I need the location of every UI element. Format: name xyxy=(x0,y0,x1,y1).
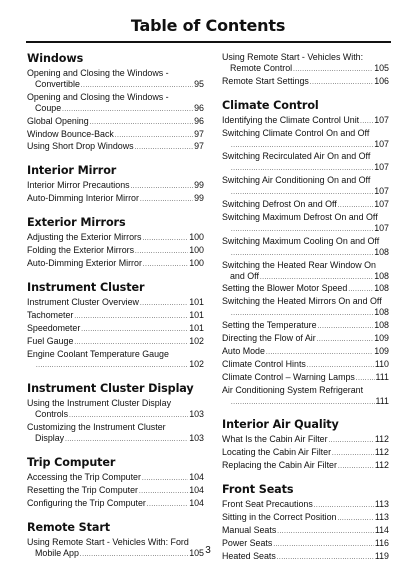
dot-leader xyxy=(131,182,194,193)
toc-entry[interactable] xyxy=(222,512,389,525)
toc-entry[interactable] xyxy=(222,296,389,320)
entry-page-number: 99 xyxy=(194,193,204,204)
toc-entry[interactable] xyxy=(222,333,389,346)
dot-leader xyxy=(317,335,373,346)
toc-entry[interactable] xyxy=(222,175,389,199)
entry-page-number: 112 xyxy=(374,460,389,471)
dot-leader xyxy=(293,65,373,76)
entry-title: Identifying the Climate Control Unit xyxy=(222,114,360,125)
dot-leader xyxy=(81,325,188,336)
dot-leader xyxy=(143,260,188,271)
dot-leader xyxy=(360,117,373,128)
entry-page-number: 107 xyxy=(374,162,389,173)
toc-entry[interactable] xyxy=(222,359,389,372)
dot-leader xyxy=(140,299,188,310)
entry-title: Interior Mirror Precautions xyxy=(27,180,130,191)
entry-page-number: 112 xyxy=(374,447,389,458)
entry-page-number: 114 xyxy=(374,525,389,535)
toc-entry[interactable] xyxy=(27,180,204,193)
entry-page-number: 102 xyxy=(189,335,204,346)
dot-leader xyxy=(307,361,374,372)
toc-entry[interactable] xyxy=(222,283,389,296)
toc-entry[interactable] xyxy=(27,68,204,92)
entry-title: Using the Instrument Cluster Display xyxy=(27,398,172,409)
entry-page-number: 107 xyxy=(374,114,389,125)
entry-page-number: 101 xyxy=(189,296,204,307)
entry-title: Resetting the Trip Computer xyxy=(27,484,138,495)
section-heading: Remote Start xyxy=(27,520,110,534)
toc-entry[interactable] xyxy=(27,193,204,206)
title-rule xyxy=(26,41,391,43)
entry-title: Folding the Exterior Mirrors xyxy=(27,245,135,256)
section-heading: Climate Control xyxy=(222,98,319,112)
toc-section-windows xyxy=(27,52,204,154)
dot-leader xyxy=(147,500,188,511)
dot-leader xyxy=(140,195,193,206)
entry-title: Instrument Cluster Overview xyxy=(27,296,139,307)
entry-title-continued: and Off xyxy=(230,270,259,281)
entry-title: Accessing the Trip Computer xyxy=(27,471,141,482)
entry-title: Replacing the Cabin Air Filter xyxy=(222,460,337,471)
dot-leader xyxy=(90,118,193,129)
dot-leader xyxy=(36,361,188,372)
toc-entry[interactable] xyxy=(222,199,389,212)
toc-entry[interactable] xyxy=(27,336,204,349)
entry-title: Switching the Heated Mirrors On and Off xyxy=(222,296,382,307)
entry-page-number: 102 xyxy=(189,359,204,370)
toc-entry[interactable] xyxy=(222,128,389,152)
dot-leader xyxy=(115,131,193,142)
dot-leader xyxy=(338,201,373,212)
entry-title: Remote Start Settings xyxy=(222,75,309,86)
entry-page-number: 119 xyxy=(374,550,389,561)
entry-title: Auto Mode xyxy=(222,345,265,356)
entry-title-continued: Coupe xyxy=(35,102,62,113)
entry-page-number: 101 xyxy=(189,309,204,320)
section-heading: Interior Air Quality xyxy=(222,418,339,432)
entry-title: What Is the Cabin Air Filter xyxy=(222,434,328,445)
entry-title: Locating the Cabin Air Filter xyxy=(222,447,332,458)
entry-page-number: 108 xyxy=(374,283,389,294)
entry-title: Front Seat Precautions xyxy=(222,499,313,510)
dot-leader xyxy=(277,527,374,538)
dot-leader xyxy=(231,249,373,260)
toc-entry[interactable] xyxy=(222,115,389,128)
dot-leader xyxy=(329,436,374,447)
toc-entry[interactable] xyxy=(27,398,204,422)
dot-leader xyxy=(266,348,373,359)
entry-title: Opening and Closing the Windows - xyxy=(27,91,169,102)
dot-leader xyxy=(139,487,188,498)
toc-entry[interactable] xyxy=(222,434,389,447)
toc-section-exterior-mirrors xyxy=(27,216,204,271)
entry-title: Engine Coolant Temperature Gauge xyxy=(27,348,169,359)
entry-page-number: 101 xyxy=(189,322,204,333)
entry-title: Window Bounce-Back xyxy=(27,128,114,139)
toc-entry[interactable] xyxy=(27,232,204,245)
dot-leader xyxy=(231,164,373,175)
dot-leader xyxy=(356,374,375,385)
toc-entry[interactable] xyxy=(27,129,204,142)
toc-entry[interactable] xyxy=(27,323,204,336)
toc-section-continued xyxy=(222,52,389,89)
entry-page-number: 99 xyxy=(194,180,204,191)
entry-title: Climate Control Hints xyxy=(222,358,306,369)
entry-title: Switching Defrost On and Off xyxy=(222,199,337,210)
entry-page-number: 97 xyxy=(194,128,204,139)
entry-title: Power Seats xyxy=(222,537,273,548)
entry-page-number: 112 xyxy=(374,434,389,445)
entry-title: Setting the Temperature xyxy=(222,320,317,331)
dot-leader xyxy=(65,435,188,446)
entry-page-number: 103 xyxy=(189,433,204,444)
dot-leader xyxy=(318,322,374,333)
toc-section-interior-air-quality xyxy=(222,418,389,473)
toc-entry[interactable] xyxy=(27,258,204,271)
entry-page-number: 105 xyxy=(374,62,389,73)
toc-entry[interactable] xyxy=(27,245,204,258)
toc-section-trip-computer xyxy=(27,456,204,511)
entry-page-number: 113 xyxy=(374,499,389,510)
entry-page-number: 104 xyxy=(189,484,204,495)
toc-left-column xyxy=(27,52,204,570)
entry-page-number: 104 xyxy=(189,471,204,482)
entry-page-number: 110 xyxy=(374,358,389,369)
entry-title: Opening and Closing the Windows - xyxy=(27,68,169,78)
toc-entry[interactable] xyxy=(27,141,204,154)
entry-title: Switching Climate Control On and Off xyxy=(222,127,370,138)
entry-page-number: 109 xyxy=(374,345,389,356)
entry-title: Global Opening xyxy=(27,115,89,126)
toc-entry[interactable] xyxy=(222,460,389,473)
toc-section-climate-control xyxy=(222,99,389,409)
entry-title: Using Short Drop Windows xyxy=(27,141,134,152)
dot-leader xyxy=(142,474,188,485)
dot-leader xyxy=(62,105,193,116)
entry-title: Switching the Heated Rear Window On xyxy=(222,259,376,270)
entry-title: Configuring the Trip Computer xyxy=(27,497,146,508)
entry-page-number: 111 xyxy=(375,395,389,406)
toc-entry[interactable] xyxy=(222,372,389,385)
entry-title: Fuel Gauge xyxy=(27,335,74,346)
entry-title-continued: Controls xyxy=(35,409,69,420)
toc-entry[interactable] xyxy=(222,52,389,76)
entry-title: Auto-Dimming Interior Mirror xyxy=(27,193,139,204)
entry-page-number: 97 xyxy=(194,141,204,152)
toc-entry[interactable] xyxy=(27,472,204,485)
entry-page-number: 108 xyxy=(374,320,389,331)
entry-title: Switching Air Conditioning On and Off xyxy=(222,175,371,186)
page-number: 3 xyxy=(205,545,211,556)
entry-title: Climate Control – Warning Lamps xyxy=(222,371,355,382)
section-heading: Trip Computer xyxy=(27,455,116,469)
entry-page-number: 100 xyxy=(189,232,204,243)
dot-leader xyxy=(337,514,373,525)
entry-title: Customizing the Instrument Cluster xyxy=(27,422,166,433)
entry-title: Adjusting the Exterior Mirrors xyxy=(27,232,142,243)
dot-leader xyxy=(69,411,188,422)
entry-page-number: 96 xyxy=(194,115,204,126)
entry-page-number: 100 xyxy=(189,257,204,268)
entry-page-number: 100 xyxy=(189,245,204,256)
toc-section-interior-mirror xyxy=(27,164,204,206)
toc-entry[interactable] xyxy=(222,320,389,333)
entry-page-number: 107 xyxy=(374,138,389,149)
toc-entry[interactable] xyxy=(222,447,389,460)
entry-page-number: 104 xyxy=(189,497,204,508)
toc-entry[interactable] xyxy=(222,151,389,175)
entry-title: Sitting in the Correct Position xyxy=(222,512,337,523)
toc-entry[interactable] xyxy=(222,346,389,359)
toc-entry[interactable] xyxy=(222,499,389,512)
page-title: Table of Contents xyxy=(130,16,286,35)
entry-title: Directing the Flow of Air xyxy=(222,333,316,344)
dot-leader xyxy=(135,247,188,258)
toc-entry[interactable] xyxy=(27,498,204,511)
entry-title-continued: Convertible xyxy=(35,78,80,89)
section-heading: Front Seats xyxy=(222,483,294,497)
dot-leader xyxy=(314,501,374,512)
entry-page-number: 111 xyxy=(375,371,389,382)
toc-entry[interactable] xyxy=(222,525,389,538)
toc-entry[interactable] xyxy=(27,297,204,310)
entry-page-number: 108 xyxy=(374,270,389,281)
toc-entry[interactable] xyxy=(27,349,204,373)
section-heading: Exterior Mirrors xyxy=(27,216,126,230)
dot-leader xyxy=(348,285,373,296)
entry-page-number: 109 xyxy=(374,333,389,344)
entry-page-number: 116 xyxy=(374,537,389,548)
toc-entry[interactable] xyxy=(27,116,204,129)
dot-leader xyxy=(231,188,373,199)
entry-page-number: 96 xyxy=(194,102,204,113)
dot-leader xyxy=(310,78,373,89)
toc-section-instrument-cluster-display xyxy=(27,382,204,446)
entry-title: Auto-Dimming Exterior Mirror xyxy=(27,257,142,268)
toc-entry[interactable] xyxy=(222,260,389,284)
dot-leader xyxy=(231,225,373,236)
entry-title-continued: Remote Control xyxy=(230,62,293,73)
entry-page-number: 103 xyxy=(189,409,204,420)
dot-leader xyxy=(231,309,373,320)
entry-page-number: 105 xyxy=(189,547,204,558)
entry-title: Tachometer xyxy=(27,309,74,320)
entry-title: Heated Seats xyxy=(222,550,276,561)
entry-page-number: 108 xyxy=(374,246,389,257)
entry-title: Switching Recirculated Air On and Off xyxy=(222,151,371,162)
dot-leader xyxy=(74,338,188,349)
section-heading: Windows xyxy=(27,52,84,65)
toc-section-instrument-cluster xyxy=(27,281,204,372)
dot-leader xyxy=(338,462,374,473)
section-heading: Interior Mirror xyxy=(27,164,117,178)
entry-title: Switching Maximum Cooling On and Off xyxy=(222,235,380,246)
dot-leader xyxy=(231,398,375,409)
toc-entry[interactable] xyxy=(222,385,389,409)
toc-entry[interactable] xyxy=(27,485,204,498)
toc-entry[interactable] xyxy=(27,422,204,446)
entry-page-number: 95 xyxy=(194,78,204,89)
entry-page-number: 107 xyxy=(374,222,389,233)
toc-entry[interactable] xyxy=(222,76,389,89)
dot-leader xyxy=(231,141,373,152)
toc-entry[interactable] xyxy=(27,310,204,323)
entry-page-number: 106 xyxy=(374,75,389,86)
entry-page-number: 108 xyxy=(374,307,389,318)
entry-title: Using Remote Start - Vehicles With: Ford xyxy=(27,536,189,547)
entry-title: Switching Maximum Defrost On and Off xyxy=(222,211,378,222)
section-heading: Instrument Cluster xyxy=(27,280,145,294)
entry-title-continued: Mobile App xyxy=(35,547,79,558)
entry-title: Setting the Blower Motor Speed xyxy=(222,283,348,294)
dot-leader xyxy=(332,449,374,460)
toc-entry[interactable] xyxy=(222,236,389,260)
dot-leader xyxy=(142,234,188,245)
entry-title: Manual Seats xyxy=(222,525,277,535)
entry-title: Air Conditioning System Refrigerant xyxy=(222,384,364,395)
entry-title-continued: Display xyxy=(35,433,65,444)
toc-right-column xyxy=(222,52,389,574)
dot-leader xyxy=(135,143,194,154)
entry-title: Using Remote Start - Vehicles With: xyxy=(222,52,364,62)
entry-page-number: 107 xyxy=(374,186,389,197)
entry-page-number: 107 xyxy=(374,199,389,210)
dot-leader xyxy=(260,273,373,284)
section-heading: Instrument Cluster Display xyxy=(27,382,194,396)
entry-page-number: 113 xyxy=(374,512,389,523)
toc-entry[interactable] xyxy=(222,212,389,236)
dot-leader xyxy=(74,312,188,323)
dot-leader xyxy=(81,81,193,92)
toc-entry[interactable] xyxy=(27,92,204,116)
entry-title: Speedometer xyxy=(27,322,81,333)
